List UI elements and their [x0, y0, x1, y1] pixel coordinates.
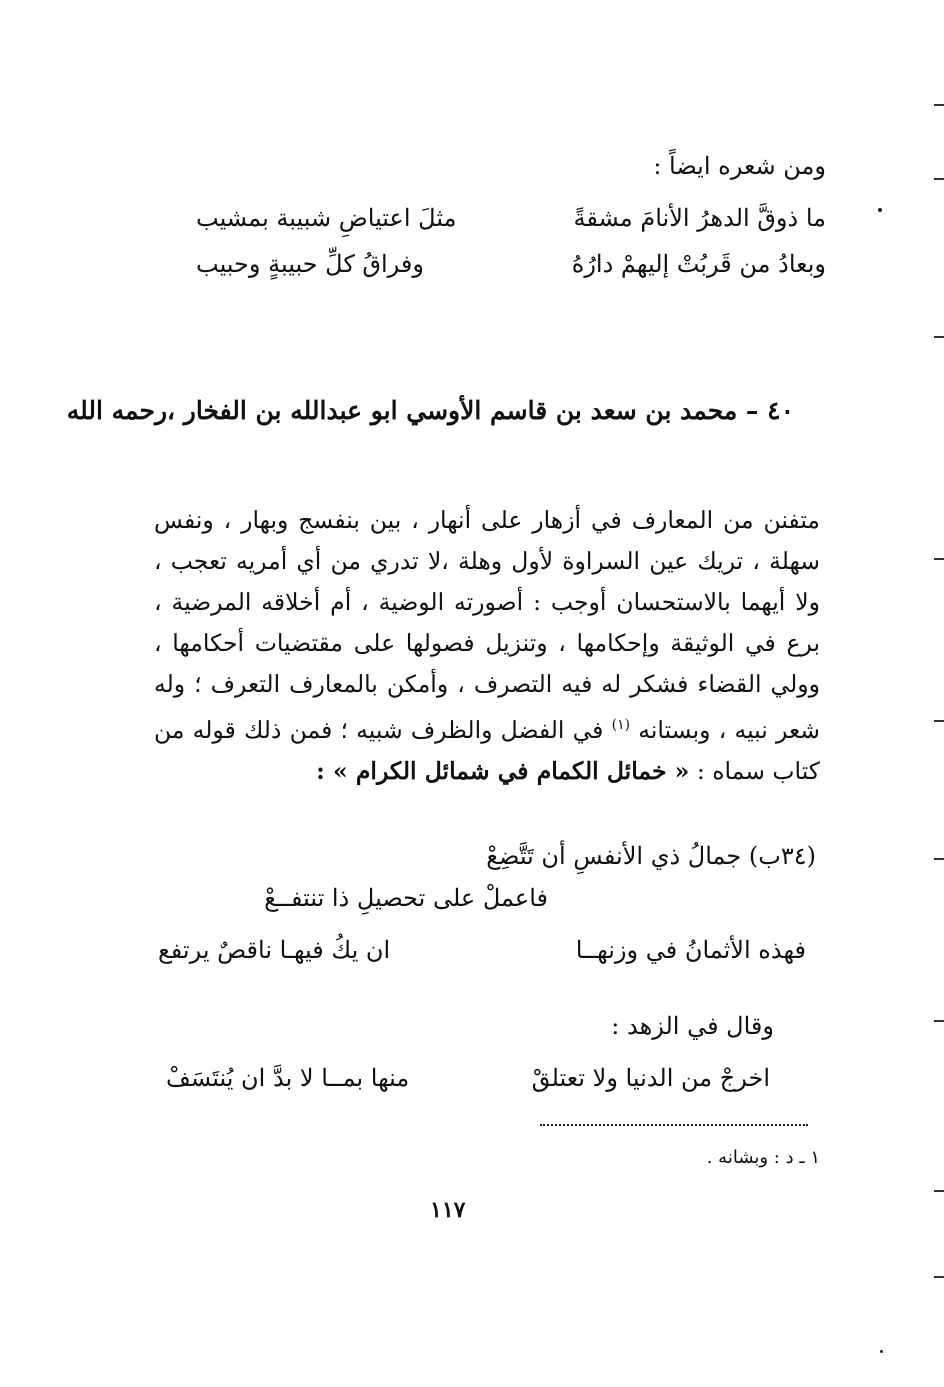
page-number: ١١٧ — [430, 1197, 466, 1223]
second-hemistich: فاعملْ على تحصيلِ ذا تنتفــعْ — [264, 884, 548, 912]
first-hemistich: اخرجْ من الدنيا ولا تعتلقْ — [531, 1064, 770, 1092]
verse — [196, 250, 826, 284]
paragraph-text-continued: في الفضل والظرف شبيه ؛ فمن ذلك قوله من كتاب سماه : — [154, 715, 820, 785]
scan-speck — [878, 208, 882, 212]
first-hemistich: فهذه الأثمانُ في وزنهــا — [575, 936, 806, 964]
second-hemistich: منها بمــا لا بدَّ ان يُنتَسَفْ — [166, 1064, 410, 1092]
scan-mark — [934, 720, 944, 722]
biography-paragraph — [154, 500, 820, 792]
paragraph-text: متفنن من المعارف في أزهار على أنهار ، بين بنفسج وبهار ، ونفس سهلة ، تريك عين السراوة لأول وهلة ،لا تدري من أي أمريه تعجب ، ولا أيهما بالاستحسان أوجب : أصورته الوضية ، أم أخلاقه المرضية ، برع في الوثيقة وإحكامها ، وتنزيل فصولها على مقتضيات أحكامها ، وولي القضاء فشكر له فيه التصرف ، وأمكن بالمعارف التعرف ؛ وله شعر نبيه ، وبستانه — [154, 506, 820, 744]
footnote-reference: (١) — [611, 717, 631, 733]
scan-mark — [934, 336, 944, 338]
poem-intro: ومن شعره ايضاً : — [653, 152, 826, 180]
poem-intro: وقال في الزهد : — [611, 1012, 774, 1040]
scan-mark — [934, 1190, 944, 1192]
book-title: « خمائل الكمام في شمائل الكرام » : — [316, 756, 690, 785]
footnote-separator — [540, 1124, 808, 1126]
second-hemistich: وفراقُ كلِّ حبيبةٍ وحبيب — [196, 250, 424, 278]
verse — [196, 204, 826, 238]
scan-mark — [934, 1020, 944, 1022]
verse — [166, 1064, 770, 1098]
first-hemistich: وبعادُ من قَربُتْ إليهمْ دارُهُ — [571, 250, 826, 278]
scan-mark — [934, 1276, 944, 1278]
first-hemistich: ما ذوقَّ الدهرُ الأنامَ مشقةً — [573, 204, 826, 232]
verse — [158, 936, 806, 970]
scan-speck — [880, 1350, 883, 1353]
scan-mark — [934, 858, 944, 860]
scan-mark — [934, 104, 944, 106]
footnote: ١ ـ د : وبشانه . — [706, 1147, 820, 1168]
second-hemistich: مثلَ اعتياضِ شبيبة بمشيب — [196, 204, 457, 232]
scan-mark — [934, 558, 944, 560]
first-hemistich: (٣٤ب) جمالُ ذي الأنفسِ أن تَتَّضِعْ — [486, 842, 816, 870]
second-hemistich: ان يكُ فيهـا ناقصٌ يرتفع — [158, 936, 391, 964]
scan-mark — [934, 178, 944, 180]
entry-heading: ٤٠ – محمد بن سعد بن قاسم الأوسي ابو عبدالله بن الفخار ،رحمه الله — [66, 396, 794, 425]
